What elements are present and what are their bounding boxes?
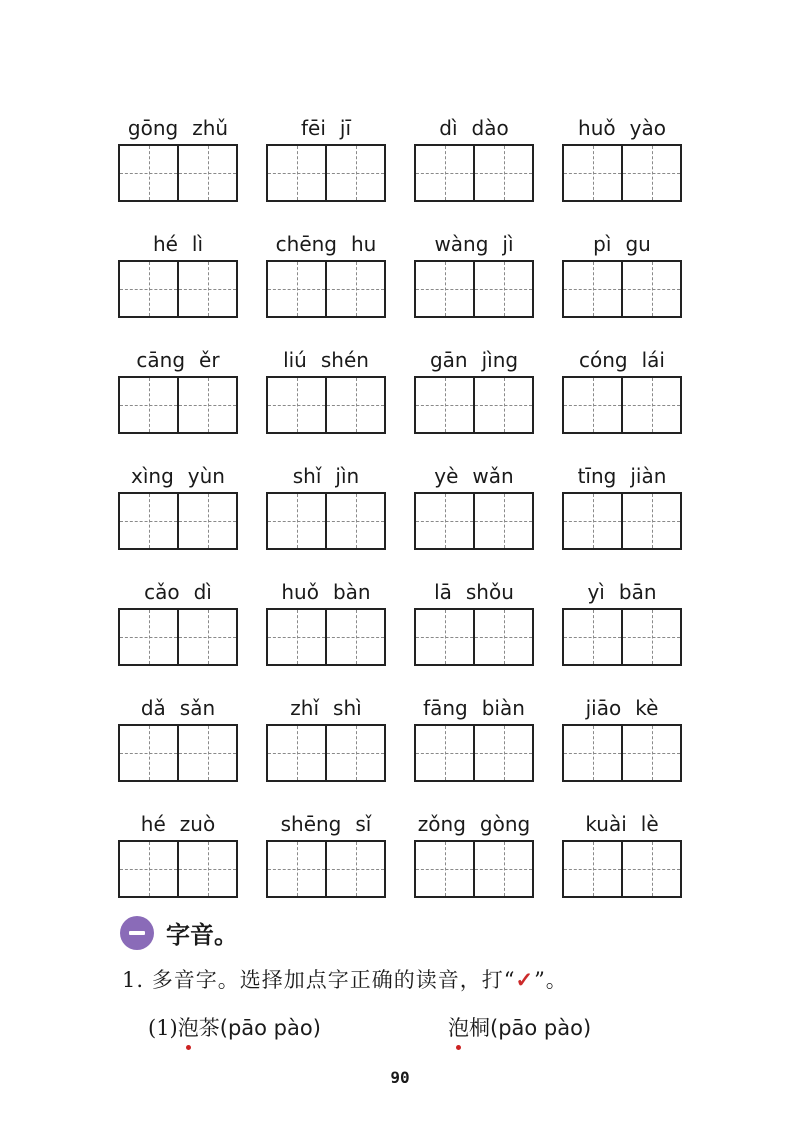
pinyin-label (562, 688, 682, 724)
character-box-pair (562, 840, 682, 898)
item-word-rest: 桐 (469, 1016, 490, 1040)
character-writing-box[interactable] (473, 494, 532, 548)
character-box-pair (118, 376, 238, 434)
character-box-pair (118, 260, 238, 318)
pinyin-syllable: yùn (187, 464, 225, 488)
pinyin-writing-grid (118, 108, 688, 898)
pinyin-label (266, 804, 386, 840)
character-writing-box[interactable] (564, 262, 621, 316)
character-box-pair (118, 492, 238, 550)
pinyin-label (118, 340, 238, 376)
polyphone-item-1 (148, 1012, 321, 1042)
character-writing-box[interactable] (564, 146, 621, 200)
pinyin-syllable: shén (320, 348, 369, 372)
pinyin-label (266, 572, 386, 608)
pinyin-syllable: shǒu (465, 580, 514, 604)
character-writing-box[interactable] (473, 842, 532, 896)
pinyin-syllable: kuài (585, 812, 627, 836)
character-box-pair (414, 608, 534, 666)
character-writing-box[interactable] (325, 610, 384, 664)
character-writing-box[interactable] (268, 262, 325, 316)
character-box-pair (562, 260, 682, 318)
character-writing-box[interactable] (325, 146, 384, 200)
pronunciation-options[interactable]: (pāo pào) (219, 1016, 321, 1040)
character-writing-box[interactable] (473, 146, 532, 200)
pinyin-syllable: jī (339, 116, 352, 140)
character-writing-box[interactable] (621, 146, 680, 200)
character-writing-box[interactable] (473, 610, 532, 664)
pinyin-label (562, 108, 682, 144)
character-writing-box[interactable] (325, 378, 384, 432)
character-box-pair (562, 144, 682, 202)
pinyin-syllable: jìng (481, 348, 519, 372)
word-cell (266, 224, 386, 318)
pinyin-label (266, 688, 386, 724)
pinyin-syllable: cóng (579, 348, 628, 372)
character-writing-box[interactable] (177, 494, 236, 548)
character-writing-box[interactable] (416, 726, 473, 780)
pinyin-syllable: shì (333, 696, 362, 720)
pinyin-syllable: jì (502, 232, 514, 256)
pinyin-label (562, 456, 682, 492)
pinyin-label (562, 572, 682, 608)
pinyin-syllable: chēng (275, 232, 337, 256)
word-cell (414, 804, 534, 898)
pinyin-syllable: jìn (335, 464, 360, 488)
character-box-pair (414, 260, 534, 318)
pinyin-label (414, 340, 534, 376)
word-cell (414, 108, 534, 202)
pinyin-label (562, 340, 682, 376)
pinyin-syllable: zuò (179, 812, 216, 836)
character-box-pair (266, 840, 386, 898)
character-writing-box[interactable] (325, 262, 384, 316)
pinyin-label (266, 224, 386, 260)
pinyin-syllable: cǎo (144, 580, 180, 604)
character-box-pair (414, 724, 534, 782)
character-writing-box[interactable] (621, 494, 680, 548)
word-cell (266, 340, 386, 434)
pinyin-syllable: bān (618, 580, 657, 604)
pinyin-syllable: fāng (423, 696, 468, 720)
character-writing-box[interactable] (473, 262, 532, 316)
word-cell (414, 688, 534, 782)
pinyin-syllable: wǎn (472, 464, 514, 488)
pinyin-syllable: zhǐ (290, 696, 320, 720)
character-writing-box[interactable] (177, 726, 236, 780)
character-writing-box[interactable] (621, 726, 680, 780)
pinyin-syllable: tīng (577, 464, 617, 488)
character-box-pair (118, 144, 238, 202)
pinyin-syllable: biàn (481, 696, 525, 720)
pinyin-syllable: wàng (434, 232, 489, 256)
pinyin-syllable: liú (283, 348, 307, 372)
character-box-pair (414, 144, 534, 202)
character-writing-box[interactable] (564, 378, 621, 432)
pinyin-label (414, 456, 534, 492)
character-box-pair (266, 492, 386, 550)
pinyin-syllable: gān (429, 348, 468, 372)
word-cell (266, 108, 386, 202)
character-box-pair (118, 608, 238, 666)
character-writing-box[interactable] (564, 610, 621, 664)
character-writing-box[interactable] (268, 378, 325, 432)
character-writing-box[interactable] (621, 842, 680, 896)
word-cell (118, 688, 238, 782)
pinyin-syllable: jiāo (585, 696, 622, 720)
character-writing-box[interactable] (120, 262, 177, 316)
character-writing-box[interactable] (120, 378, 177, 432)
pinyin-syllable: gòng (479, 812, 531, 836)
character-box-pair (118, 840, 238, 898)
word-cell (266, 804, 386, 898)
pinyin-label (266, 456, 386, 492)
pinyin-syllable: yào (629, 116, 666, 140)
section-header (120, 915, 238, 950)
pinyin-label (266, 108, 386, 144)
pinyin-label (118, 456, 238, 492)
pinyin-syllable: zhǔ (192, 116, 229, 140)
item-word-rest: 茶 (198, 1016, 220, 1040)
checkmark-icon: ✓ (515, 967, 535, 992)
pinyin-syllable: lè (640, 812, 659, 836)
pinyin-syllable: hé (152, 232, 178, 256)
pinyin-syllable: ěr (199, 348, 220, 372)
character-writing-box[interactable] (177, 610, 236, 664)
pinyin-syllable: lái (641, 348, 665, 372)
pinyin-label (266, 340, 386, 376)
character-writing-box[interactable] (416, 494, 473, 548)
character-box-pair (562, 492, 682, 550)
pinyin-syllable: dǎ (140, 696, 166, 720)
pinyin-syllable: shǐ (292, 464, 322, 488)
polyphone-item-2 (448, 1012, 591, 1042)
pinyin-label (118, 572, 238, 608)
pinyin-label (118, 224, 238, 260)
character-box-pair (414, 376, 534, 434)
word-cell (118, 804, 238, 898)
character-writing-box[interactable] (325, 494, 384, 548)
dotted-character: 泡 (178, 1012, 199, 1042)
pinyin-syllable: hé (140, 812, 166, 836)
pinyin-label (414, 224, 534, 260)
pinyin-label (414, 804, 534, 840)
pinyin-syllable: yè (434, 464, 459, 488)
pinyin-syllable: lì (191, 232, 204, 256)
word-cell (414, 456, 534, 550)
word-cell (118, 572, 238, 666)
pinyin-syllable: gōng (127, 116, 179, 140)
character-writing-box[interactable] (416, 378, 473, 432)
character-box-pair (562, 376, 682, 434)
word-cell (562, 224, 682, 318)
character-writing-box[interactable] (416, 146, 473, 200)
item-number: (1) (148, 1016, 178, 1040)
pinyin-syllable: fēi (300, 116, 326, 140)
pinyin-label (118, 804, 238, 840)
pinyin-syllable: huǒ (578, 116, 616, 140)
character-writing-box[interactable] (325, 842, 384, 896)
character-writing-box[interactable] (120, 494, 177, 548)
pinyin-syllable: sǎn (179, 696, 216, 720)
page-number: 90 (390, 1068, 410, 1087)
character-writing-box[interactable] (621, 262, 680, 316)
word-cell (118, 456, 238, 550)
character-writing-box[interactable] (268, 842, 325, 896)
character-box-pair (414, 492, 534, 550)
character-box-pair (266, 144, 386, 202)
character-writing-box[interactable] (268, 726, 325, 780)
character-box-pair (266, 376, 386, 434)
character-writing-box[interactable] (564, 726, 621, 780)
character-box-pair (118, 724, 238, 782)
character-writing-box[interactable] (473, 726, 532, 780)
pinyin-syllable: pì (593, 232, 612, 256)
pinyin-label (118, 688, 238, 724)
character-box-pair (562, 724, 682, 782)
word-cell (266, 572, 386, 666)
pinyin-syllable: hu (351, 232, 377, 256)
pinyin-syllable: kè (635, 696, 659, 720)
word-cell (266, 688, 386, 782)
word-cell (562, 804, 682, 898)
character-box-pair (414, 840, 534, 898)
character-writing-box[interactable] (177, 262, 236, 316)
pinyin-label (414, 688, 534, 724)
word-cell (562, 572, 682, 666)
character-box-pair (266, 608, 386, 666)
character-writing-box[interactable] (268, 494, 325, 548)
pinyin-syllable: sǐ (355, 812, 372, 836)
character-writing-box[interactable] (268, 146, 325, 200)
character-writing-box[interactable] (120, 726, 177, 780)
word-cell (562, 456, 682, 550)
pinyin-syllable: dì (193, 580, 212, 604)
character-writing-box[interactable] (416, 610, 473, 664)
pinyin-label (118, 108, 238, 144)
character-writing-box[interactable] (177, 842, 236, 896)
question-1 (122, 964, 568, 994)
pinyin-syllable: bàn (332, 580, 371, 604)
pinyin-label (562, 224, 682, 260)
word-cell (118, 340, 238, 434)
character-writing-box[interactable] (621, 378, 680, 432)
pinyin-label (414, 572, 534, 608)
character-box-pair (266, 260, 386, 318)
pronunciation-options[interactable]: (pāo pào) (490, 1016, 592, 1040)
section-number-badge-icon (120, 916, 154, 950)
pinyin-syllable: shēng (280, 812, 342, 836)
word-cell (562, 688, 682, 782)
word-cell (118, 224, 238, 318)
word-cell (266, 456, 386, 550)
character-box-pair (562, 608, 682, 666)
character-box-pair (266, 724, 386, 782)
character-writing-box[interactable] (120, 146, 177, 200)
character-writing-box[interactable] (177, 378, 236, 432)
pinyin-syllable: zǒng (417, 812, 466, 836)
character-writing-box[interactable] (120, 842, 177, 896)
character-writing-box[interactable] (120, 610, 177, 664)
pinyin-syllable: jiàn (630, 464, 667, 488)
pinyin-syllable: lā (434, 580, 452, 604)
pinyin-label (414, 108, 534, 144)
word-cell (118, 108, 238, 202)
pinyin-label (562, 804, 682, 840)
character-writing-box[interactable] (416, 262, 473, 316)
word-cell (562, 340, 682, 434)
character-writing-box[interactable] (177, 146, 236, 200)
word-cell (414, 224, 534, 318)
character-writing-box[interactable] (268, 610, 325, 664)
pinyin-syllable: huǒ (281, 580, 319, 604)
word-cell (414, 340, 534, 434)
character-writing-box[interactable] (564, 842, 621, 896)
pinyin-syllable: yì (587, 580, 605, 604)
pinyin-syllable: cāng (136, 348, 186, 372)
word-cell (414, 572, 534, 666)
pinyin-syllable: gu (625, 232, 651, 256)
word-cell (562, 108, 682, 202)
pinyin-syllable: dì (439, 116, 458, 140)
character-writing-box[interactable] (564, 494, 621, 548)
pinyin-syllable: dào (471, 116, 509, 140)
pinyin-syllable: xìng (131, 464, 174, 488)
question-1-suffix: ”。 (534, 968, 568, 992)
character-writing-box[interactable] (473, 378, 532, 432)
character-writing-box[interactable] (325, 726, 384, 780)
character-writing-box[interactable] (621, 610, 680, 664)
question-1-text: 1. 多音字。选择加点字正确的读音，打“ (122, 968, 516, 992)
character-writing-box[interactable] (416, 842, 473, 896)
section-title: 字音。 (166, 921, 238, 949)
dotted-character: 泡 (448, 1012, 469, 1042)
